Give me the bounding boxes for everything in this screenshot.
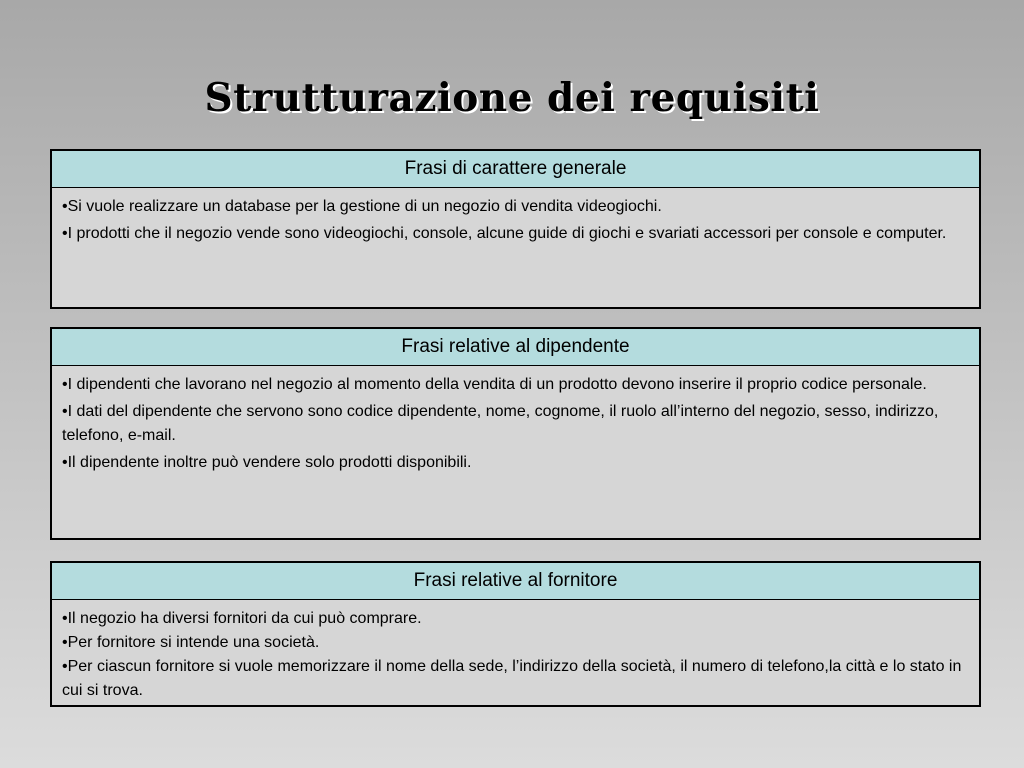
requirement-line: •I prodotti che il negozio vende sono videogiochi, console, alcune guide di giochi e svariati accessori per console e computer. — [62, 225, 947, 242]
section-header: Frasi relative al fornitore — [52, 563, 979, 600]
section-body — [52, 188, 979, 246]
section-general — [50, 149, 981, 309]
section-header: Frasi di carattere generale — [52, 151, 979, 188]
requirement-line: •Il dipendente inoltre può vendere solo prodotti disponibili. — [62, 454, 472, 471]
requirement-line: •Si vuole realizzare un database per la gestione di un negozio di vendita videogiochi. — [62, 198, 662, 215]
section-body — [52, 366, 979, 475]
section-header: Frasi relative al dipendente — [52, 329, 979, 366]
slide-title: Strutturazione dei requisiti — [204, 75, 820, 121]
requirement-line: •I dipendenti che lavorano nel negozio al momento della vendita di un prodotto devono inserire il proprio codice personale. — [62, 376, 927, 393]
section-supplier — [50, 561, 981, 707]
section-body — [52, 600, 979, 703]
section-employee — [50, 327, 981, 540]
requirement-line: •Per fornitore si intende una società. — [62, 634, 320, 651]
requirement-line: •Il negozio ha diversi fornitori da cui può comprare. — [62, 610, 422, 627]
requirement-line: •Per ciascun fornitore si vuole memorizzare il nome della sede, l’indirizzo della società, il numero di telefono,la città e lo stato in cui si trova. — [62, 658, 962, 699]
requirement-line: •I dati del dipendente che servono sono codice dipendente, nome, cognome, il ruolo all’interno del negozio, sesso, indirizzo, telefono, e-mail. — [62, 403, 939, 444]
